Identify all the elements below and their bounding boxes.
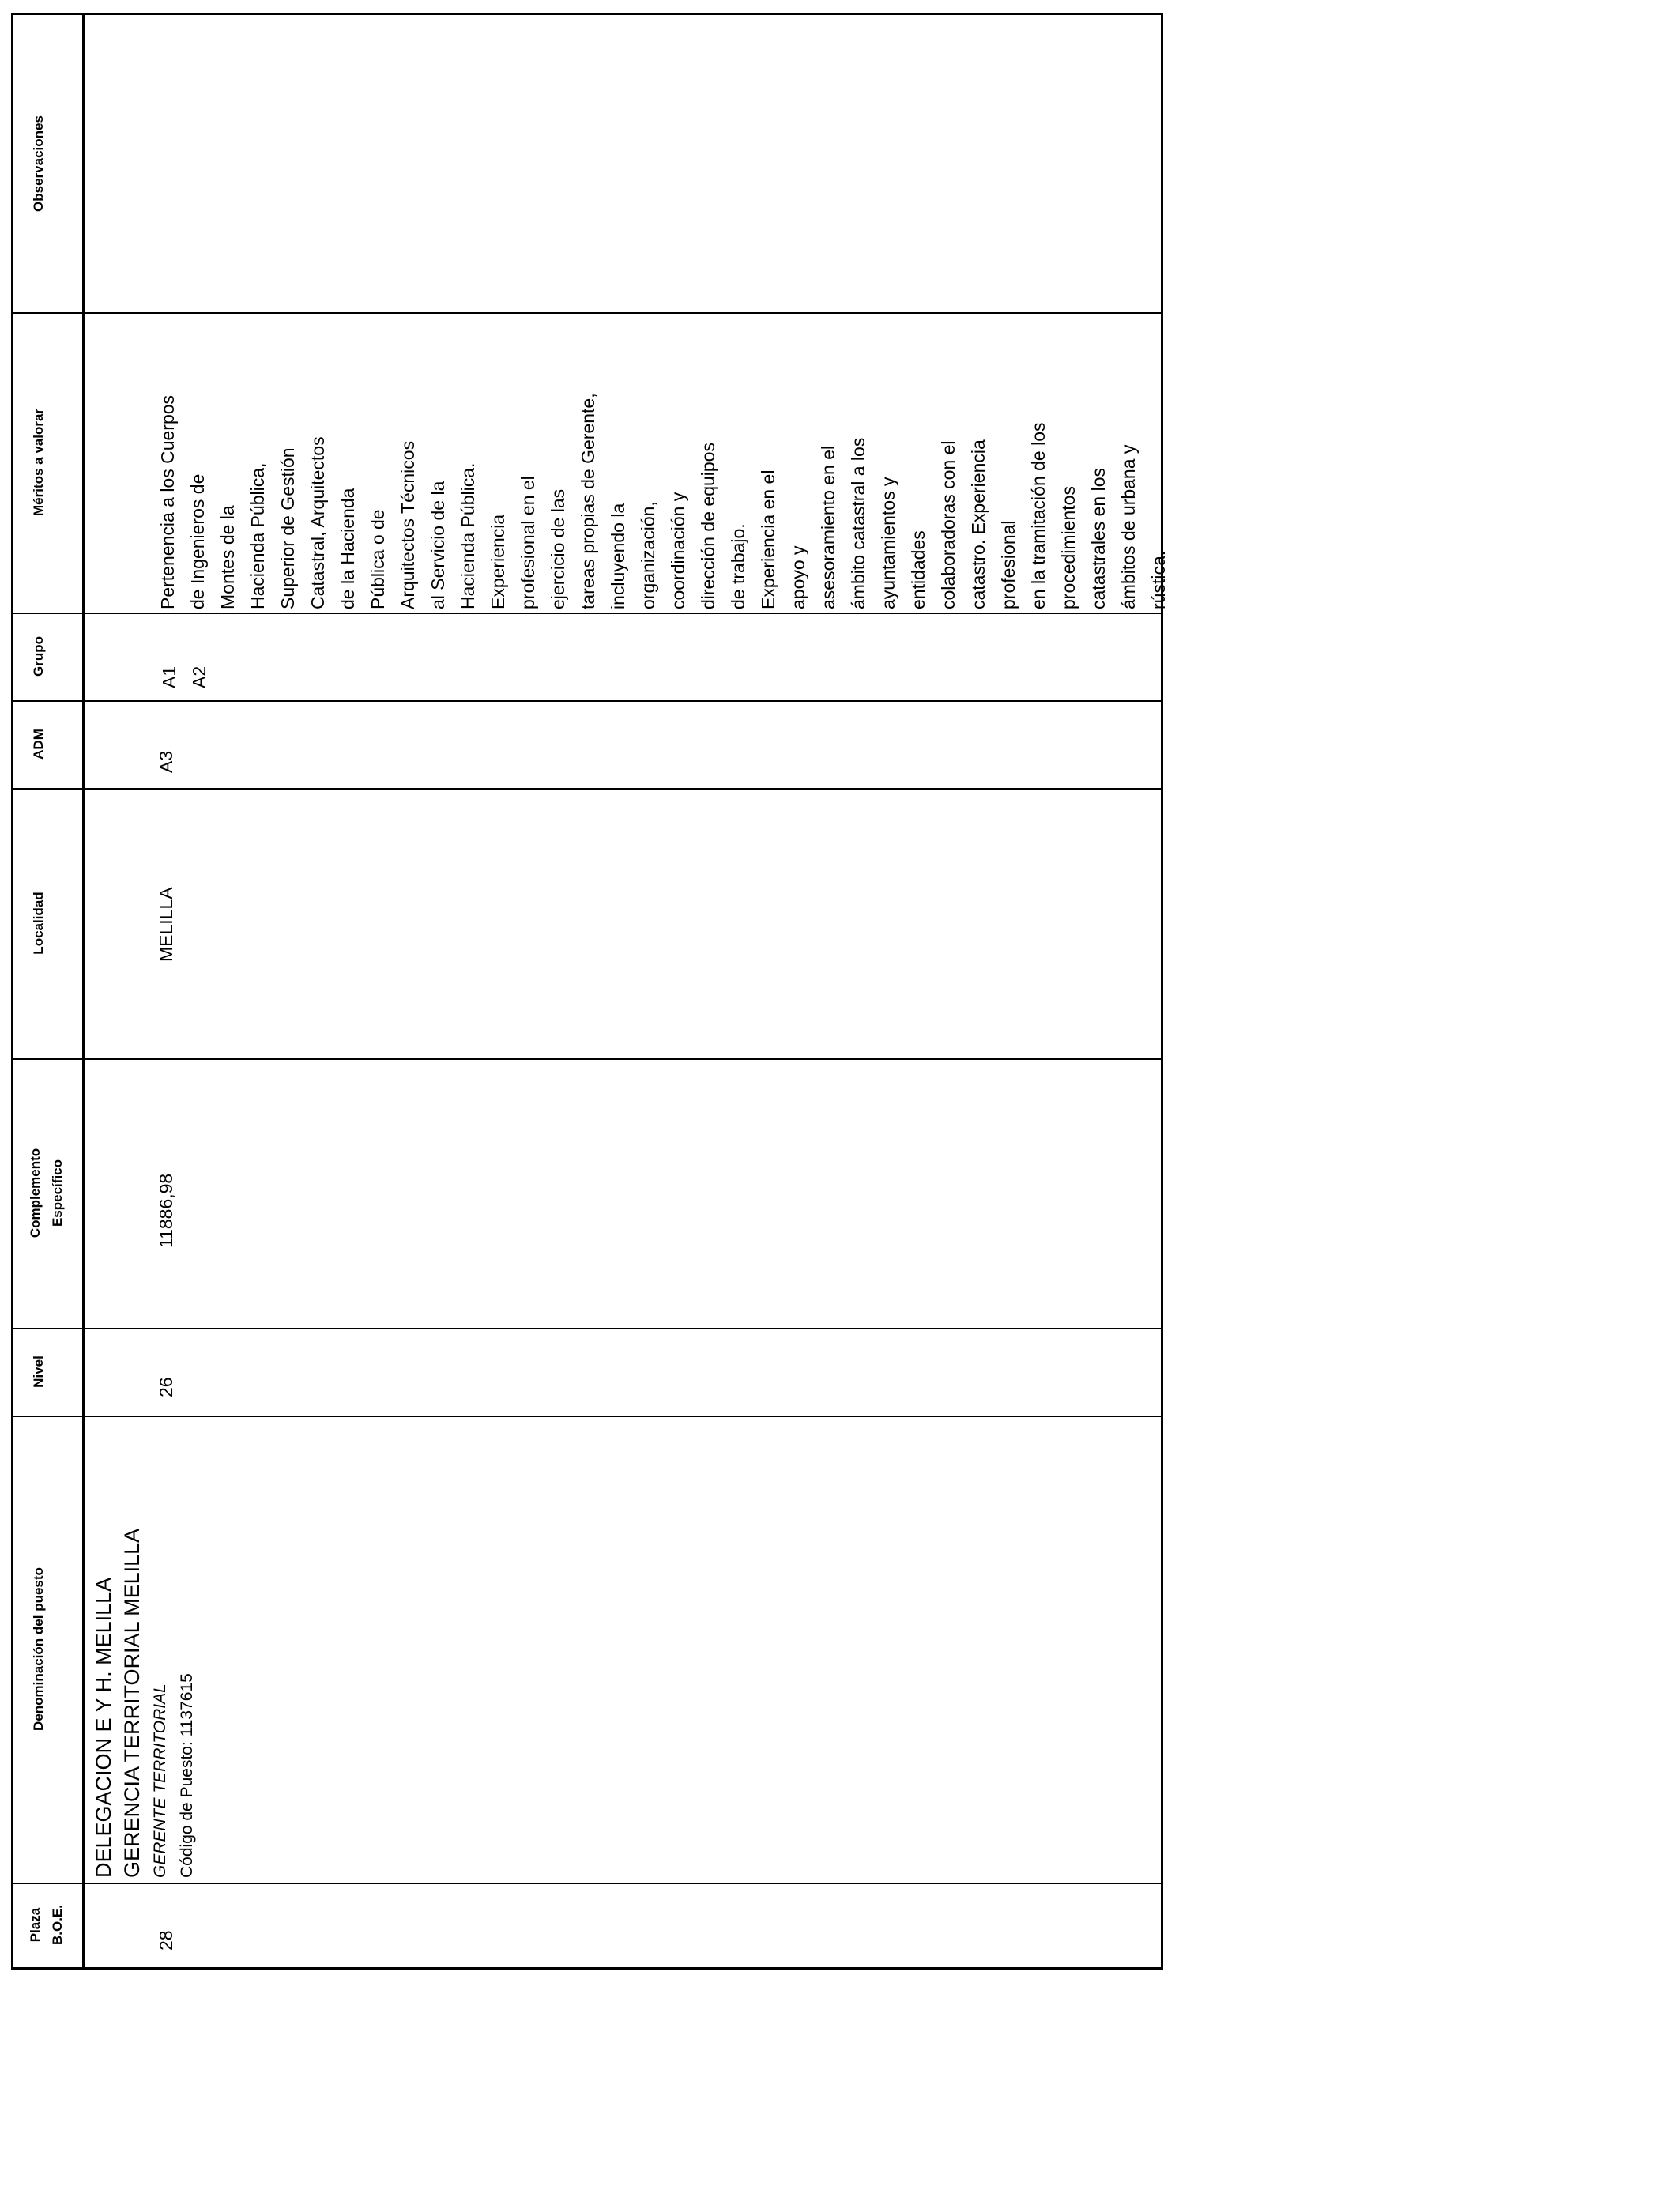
merito-line: Experiencia en el bbox=[758, 469, 778, 609]
header-meritos-label: Méritos a valorar bbox=[31, 408, 46, 517]
merito-line: catastrales en los bbox=[1088, 468, 1109, 609]
merito-line: Montes de la bbox=[217, 505, 238, 609]
header-denominacion-label: Denominación del puesto bbox=[31, 1567, 46, 1731]
merito-line: Pública o de bbox=[367, 509, 388, 609]
merito-line: dirección de equipos bbox=[698, 443, 718, 609]
merito-line: Hacienda Pública, bbox=[247, 462, 268, 609]
header-observaciones-label: Observaciones bbox=[31, 115, 46, 212]
merito-line: Catastral, Arquitectos bbox=[307, 436, 328, 609]
meritos-list bbox=[153, 393, 1173, 609]
plaza-value: 28 bbox=[156, 1930, 176, 1951]
merito-line: tareas propias de Gerente, bbox=[578, 393, 598, 609]
header-especifico-label: Específico bbox=[50, 1159, 65, 1227]
merito-line: procedimientos bbox=[1058, 486, 1079, 609]
denominacion-puesto: GERENTE TERRITORIAL bbox=[151, 1683, 169, 1878]
header-adm-label: ADM bbox=[31, 729, 46, 760]
header-complemento-wrap bbox=[24, 1058, 69, 1328]
merito-line: Experiencia bbox=[488, 514, 508, 609]
grupo-value: A2 bbox=[189, 665, 209, 688]
merito-line: catastro. Experiencia bbox=[968, 439, 989, 609]
cell-meritos bbox=[85, 312, 1169, 613]
denominacion-block bbox=[89, 1529, 198, 1878]
adm-value: A3 bbox=[156, 750, 176, 773]
localidad-value: MELILLA bbox=[156, 887, 176, 962]
positions-table bbox=[11, 13, 1169, 1970]
merito-line: en la tramitación de los bbox=[1028, 422, 1049, 609]
cell-grupo bbox=[85, 613, 1161, 700]
cell-nivel bbox=[85, 1328, 1161, 1416]
header-adm bbox=[13, 700, 82, 788]
merito-line: asesoramiento en el bbox=[818, 445, 838, 609]
merito-line: organización, bbox=[638, 501, 658, 609]
header-complemento-label: Complemento bbox=[28, 1148, 43, 1238]
cell-complemento bbox=[85, 1058, 1161, 1328]
header-plaza-wrap bbox=[24, 1883, 69, 1967]
merito-line: rústica. bbox=[1148, 550, 1169, 609]
merito-line: coordinación y bbox=[668, 492, 688, 609]
header-meritos bbox=[13, 312, 82, 613]
merito-line: Hacienda Pública. bbox=[458, 462, 478, 609]
header-complemento bbox=[13, 1058, 82, 1328]
merito-line: Superior de Gestión bbox=[277, 447, 298, 609]
cell-localidad bbox=[85, 788, 1161, 1058]
header-grupo bbox=[13, 613, 82, 700]
header-nivel bbox=[13, 1328, 82, 1416]
merito-line: colaboradoras con el bbox=[938, 440, 959, 609]
denominacion-codigo: Código de Puesto: 1137615 bbox=[178, 1673, 196, 1878]
merito-line: ayuntamientos y bbox=[878, 477, 898, 609]
denominacion-gerencia: GERENCIA TERRITORIAL MELILLA bbox=[120, 1528, 144, 1878]
merito-line: Pertenencia a los Cuerpos bbox=[157, 394, 178, 609]
header-observaciones bbox=[13, 15, 82, 312]
merito-line: al Servicio de la bbox=[428, 481, 448, 609]
merito-line: ejercicio de las bbox=[548, 488, 568, 609]
header-plaza bbox=[13, 1883, 82, 1967]
merito-line: incluyendo la bbox=[608, 503, 628, 609]
grupo-value: A1 bbox=[159, 665, 179, 688]
nivel-value: 26 bbox=[156, 1377, 176, 1397]
merito-line: de Ingenieros de bbox=[187, 473, 208, 609]
merito-line: entidades bbox=[908, 530, 929, 609]
header-denominacion bbox=[13, 1416, 82, 1883]
header-nivel-label: Nivel bbox=[31, 1355, 46, 1388]
header-boe-label: B.O.E. bbox=[50, 1905, 65, 1946]
header-localidad bbox=[13, 788, 82, 1058]
merito-line: apoyo y bbox=[788, 545, 808, 609]
cell-adm bbox=[85, 700, 1161, 788]
merito-line: profesional en el bbox=[518, 476, 538, 609]
complemento-value: 11886,98 bbox=[156, 1173, 176, 1248]
merito-line: ámbitos de urbana y bbox=[1118, 444, 1139, 609]
merito-line: ámbito catastral a los bbox=[848, 437, 868, 609]
grupo-values bbox=[154, 666, 214, 688]
merito-line: de trabajo. bbox=[728, 523, 748, 609]
denominacion-delegacion: DELEGACION E Y H. MELILLA bbox=[92, 1577, 115, 1878]
header-localidad-label: Localidad bbox=[31, 892, 46, 955]
merito-line: Arquitectos Técnicos bbox=[397, 440, 418, 609]
cell-denominacion bbox=[85, 1416, 1161, 1883]
header-grupo-label: Grupo bbox=[31, 636, 46, 677]
cell-observaciones bbox=[85, 15, 1161, 312]
merito-line: de la Hacienda bbox=[337, 488, 358, 609]
cell-plaza bbox=[85, 1883, 1161, 1967]
merito-line: profesional bbox=[998, 520, 1019, 609]
header-plaza-label: Plaza bbox=[28, 1907, 43, 1943]
